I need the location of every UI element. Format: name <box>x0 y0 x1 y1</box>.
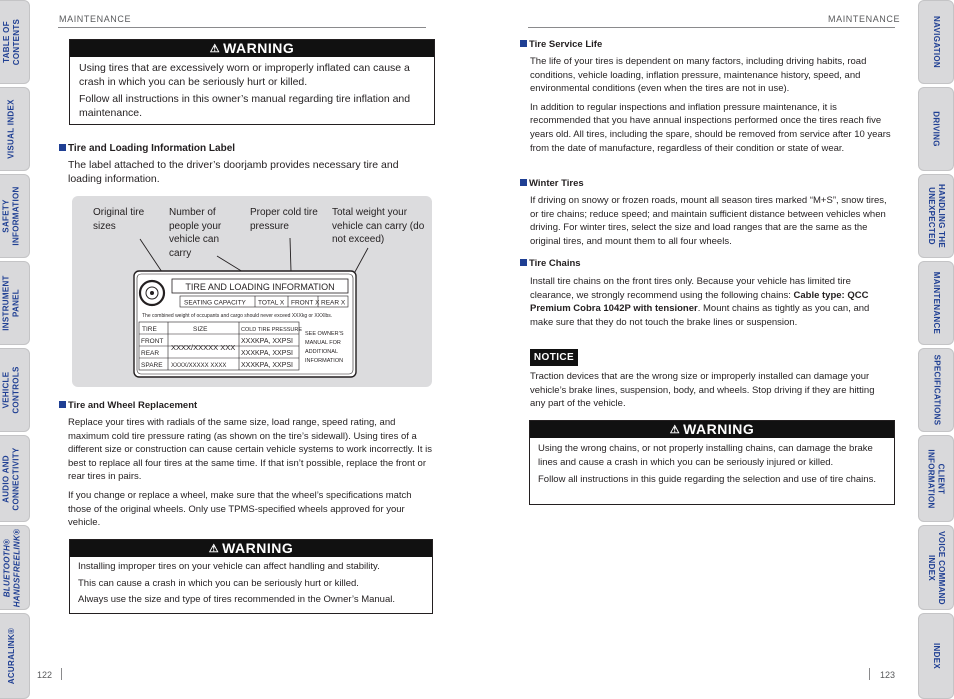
body-paragraph: The life of your tires is dependent on many factors, including driving habits, road conditions, vehicle loading, inflation pressure, maintenance history, speed, and environmental conditions (even when the tires are not in use). <box>530 56 867 95</box>
warning-triangle-icon: ⚠ <box>669 424 681 436</box>
combined-weight-note: The combined weight of occupants and cargo should never exceed XXXkg or XXXlbs. <box>142 313 333 319</box>
warning-box-tire-condition <box>69 39 435 125</box>
tab-label: MAINTENANCE <box>932 271 942 335</box>
tab-navigation[interactable] <box>918 0 954 84</box>
warning-text: Using the wrong chains, or not properly installing chains, can damage the brake lines and cause a crash in which you can be seriously injured or killed. <box>538 443 873 468</box>
left-page-number: 122 <box>37 670 53 680</box>
label-title-text: TIRE AND LOADING INFORMATION <box>185 282 335 292</box>
rear-pressure: XXXKPA, XXPSI <box>241 350 294 357</box>
warning-title: WARNING <box>222 540 294 556</box>
front-pressure: XXXKPA, XXPSI <box>241 338 294 345</box>
front-text: FRONT X <box>291 299 320 307</box>
main-size: XXXX/XXXXX XXX <box>171 343 236 352</box>
tab-vehicle-controls[interactable] <box>0 348 30 432</box>
tab-label: TABLE OF CONTENTS <box>2 18 21 66</box>
callout-people-capacity: Number of people your vehicle can carry <box>169 207 222 259</box>
warning-text: Follow all instructions in this guide regarding the selection and use of tire chains. <box>538 474 876 485</box>
body-paragraph: If you change or replace a wheel, make sure that the wheel’s specifications match those of the original wheels. Only use TPMS-specified wheels approved for your vehicle. <box>68 489 412 529</box>
left-page-number-divider <box>61 668 62 680</box>
right-page-number: 123 <box>880 670 896 680</box>
warning-box-improper-tires <box>69 539 433 614</box>
tab-table-of-contents[interactable] <box>0 0 30 84</box>
tab-instrument-panel[interactable] <box>0 261 30 345</box>
section-title-chains: Tire Chains <box>520 258 581 270</box>
left-page-header: MAINTENANCE <box>59 14 132 24</box>
warning-title: WARNING <box>683 421 755 437</box>
tab-label: CLIENT INFORMATION <box>927 448 946 509</box>
spare-size: XXXX/XXXXX XXXX <box>171 363 227 369</box>
tab-label: SAFETY INFORMATION <box>2 186 21 246</box>
body-paragraph: In addition to regular inspections and inflation pressure maintenance, it is recommended that you have annual inspections performed once the tires reach five years old. All tires, including the spare, should be removed from service after 10 years from the date of manufacture, regardless of their condition or state of wear. <box>530 101 891 154</box>
warning-text: Follow all instructions in this owner’s manual regarding tire inflation and maintenance. <box>79 93 411 119</box>
row-front: FRONT <box>141 338 164 345</box>
tab-bluetooth-handsfreelink[interactable] <box>0 525 30 610</box>
row-spare: SPARE <box>141 362 163 369</box>
tab-label: VEHICLE CONTROLS <box>2 366 22 414</box>
total-text: TOTAL X <box>258 299 285 307</box>
warning-box-chains <box>529 420 895 505</box>
row-rear: REAR <box>141 350 160 357</box>
chains-body: Install tire chains on the front tires only. Because your vehicle has limited tire clearance, we strongly recommend using the following chains: Cable type: QCC Premium Cobra 1042P with tensioner. Mount chains as tightly as you can, and make sure that they do not touch the brake lines or suspension. <box>530 276 870 328</box>
label-section-body: The label attached to the driver’s doorjamb provides necessary tire and loading information. <box>68 159 399 185</box>
warning-body <box>530 438 894 487</box>
tab-label: BLUETOOTH® HANDSFREELINK® <box>2 528 22 607</box>
section-bullet-icon <box>59 401 66 408</box>
tire-label-diagram <box>72 196 432 387</box>
warning-text: Always use the size and type of tires recommended in the Owner’s Manual. <box>78 594 396 605</box>
section-title-label: Tire and Loading Information Label <box>59 143 235 155</box>
warning-header <box>530 421 894 438</box>
col-pressure: COLD TIRE PRESSURE <box>241 327 303 333</box>
col-size: SIZE <box>193 326 208 333</box>
seating-capacity-text: SEATING CAPACITY <box>184 299 246 307</box>
warning-triangle-icon: ⚠ <box>209 43 221 55</box>
see-manual-4: INFORMATION <box>305 358 344 364</box>
tab-driving[interactable] <box>918 87 954 171</box>
warning-title: WARNING <box>223 40 295 56</box>
tab-maintenance[interactable] <box>918 261 954 345</box>
section-bullet-icon <box>520 179 527 186</box>
warning-body <box>70 557 432 607</box>
right-page-header: MAINTENANCE <box>828 14 901 24</box>
winter-body: If driving on snowy or frozen roads, mount all season tires marked “M+S”, snow tires, or tire chains; reduce speed; and maintain sufficient distance between vehicles when driving. For winter tires, select the size and load ranges that are the same as the original tires, and mount them to all four wheels. <box>530 195 887 247</box>
tab-label: HANDLING THE UNEXPECTED <box>927 183 947 249</box>
tab-label: INDEX <box>931 643 941 669</box>
tab-label: INSTRUMENT PANEL <box>2 275 22 331</box>
notice-label: NOTICE <box>530 349 578 366</box>
tab-label: VISUAL INDEX <box>7 99 16 159</box>
right-page-number-divider <box>869 668 870 680</box>
warning-header <box>70 40 434 57</box>
callout-original-tire-sizes: Original tire sizes <box>93 207 145 232</box>
service-life-body <box>530 55 894 160</box>
section-bullet-icon <box>520 40 527 47</box>
tab-acuralink[interactable] <box>0 613 30 699</box>
rear-text: REAR X <box>321 299 346 307</box>
left-header-rule <box>58 27 426 28</box>
warning-text: Installing improper tires on your vehicle can affect handling and stability. <box>78 561 380 572</box>
spare-pressure: XXXKPA, XXPSI <box>241 362 294 369</box>
tab-handling-unexpected[interactable] <box>918 174 954 258</box>
tab-client-information[interactable] <box>918 435 954 522</box>
tab-index[interactable] <box>918 613 954 699</box>
tab-audio-connectivity[interactable] <box>0 435 30 522</box>
tab-label: SPECIFICATIONS <box>932 354 942 426</box>
tab-visual-index[interactable] <box>0 87 30 171</box>
section-title-wheel: Tire and Wheel Replacement <box>59 400 197 412</box>
warning-body <box>70 57 434 120</box>
tab-label: VOICE COMMAND INDEX <box>927 530 946 605</box>
tire-label-figure <box>72 196 432 387</box>
tab-label: ACURALINK® <box>7 627 17 685</box>
section-title-winter: Winter Tires <box>520 178 584 190</box>
callout-cold-tire-pressure: Proper cold tire pressure <box>250 207 318 232</box>
warning-text: Using tires that are excessively worn or improperly inflated can cause a crash in which you can be seriously hurt or killed. <box>79 62 410 88</box>
body-paragraph: Replace your tires with radials of the same size, load range, speed rating, and maximum cold tire pressure rating (as shown on the tire’s sidewall). Using tires of a different size or construction can cause certain vehicle systems to work incorrectly. It is best to replace all four tires at the same time. If that isn’t possible, replace the front or rear tires in pairs. <box>68 417 432 483</box>
see-manual-3: ADDITIONAL <box>305 349 339 355</box>
section-bullet-icon <box>520 259 527 266</box>
see-manual-2: MANUAL FOR <box>305 340 341 346</box>
warning-triangle-icon: ⚠ <box>208 543 220 555</box>
tab-voice-command-index[interactable] <box>918 525 954 610</box>
wheel-section-body <box>68 416 434 535</box>
tab-safety-information[interactable] <box>0 174 30 258</box>
notice-body: Traction devices that are the wrong size or improperly installed can damage your vehicle’s brake lines, suspension, body, and wheels. Stop driving if they are hitting any part of the vehicle. <box>530 371 875 410</box>
tab-label: AUDIO AND CONNECTIVITY <box>2 446 22 511</box>
chains-product-name: Cable type: QCC Premium Cobra 1042P with tensioner <box>530 289 869 315</box>
tab-label: NAVIGATION <box>932 15 942 69</box>
section-title-service-life: Tire Service Life <box>520 39 602 51</box>
tab-label: DRIVING <box>932 111 941 147</box>
col-tire: TIRE <box>142 326 157 333</box>
section-bullet-icon <box>59 144 66 151</box>
right-header-rule <box>528 27 895 28</box>
see-manual-1: SEE OWNER’S <box>305 331 344 337</box>
tab-specifications[interactable] <box>918 348 954 432</box>
warning-header <box>70 540 432 557</box>
callout-total-weight: Total weight your vehicle can carry (do not exceed) <box>332 207 425 245</box>
warning-text: This can cause a crash in which you can be seriously hurt or killed. <box>78 577 359 589</box>
